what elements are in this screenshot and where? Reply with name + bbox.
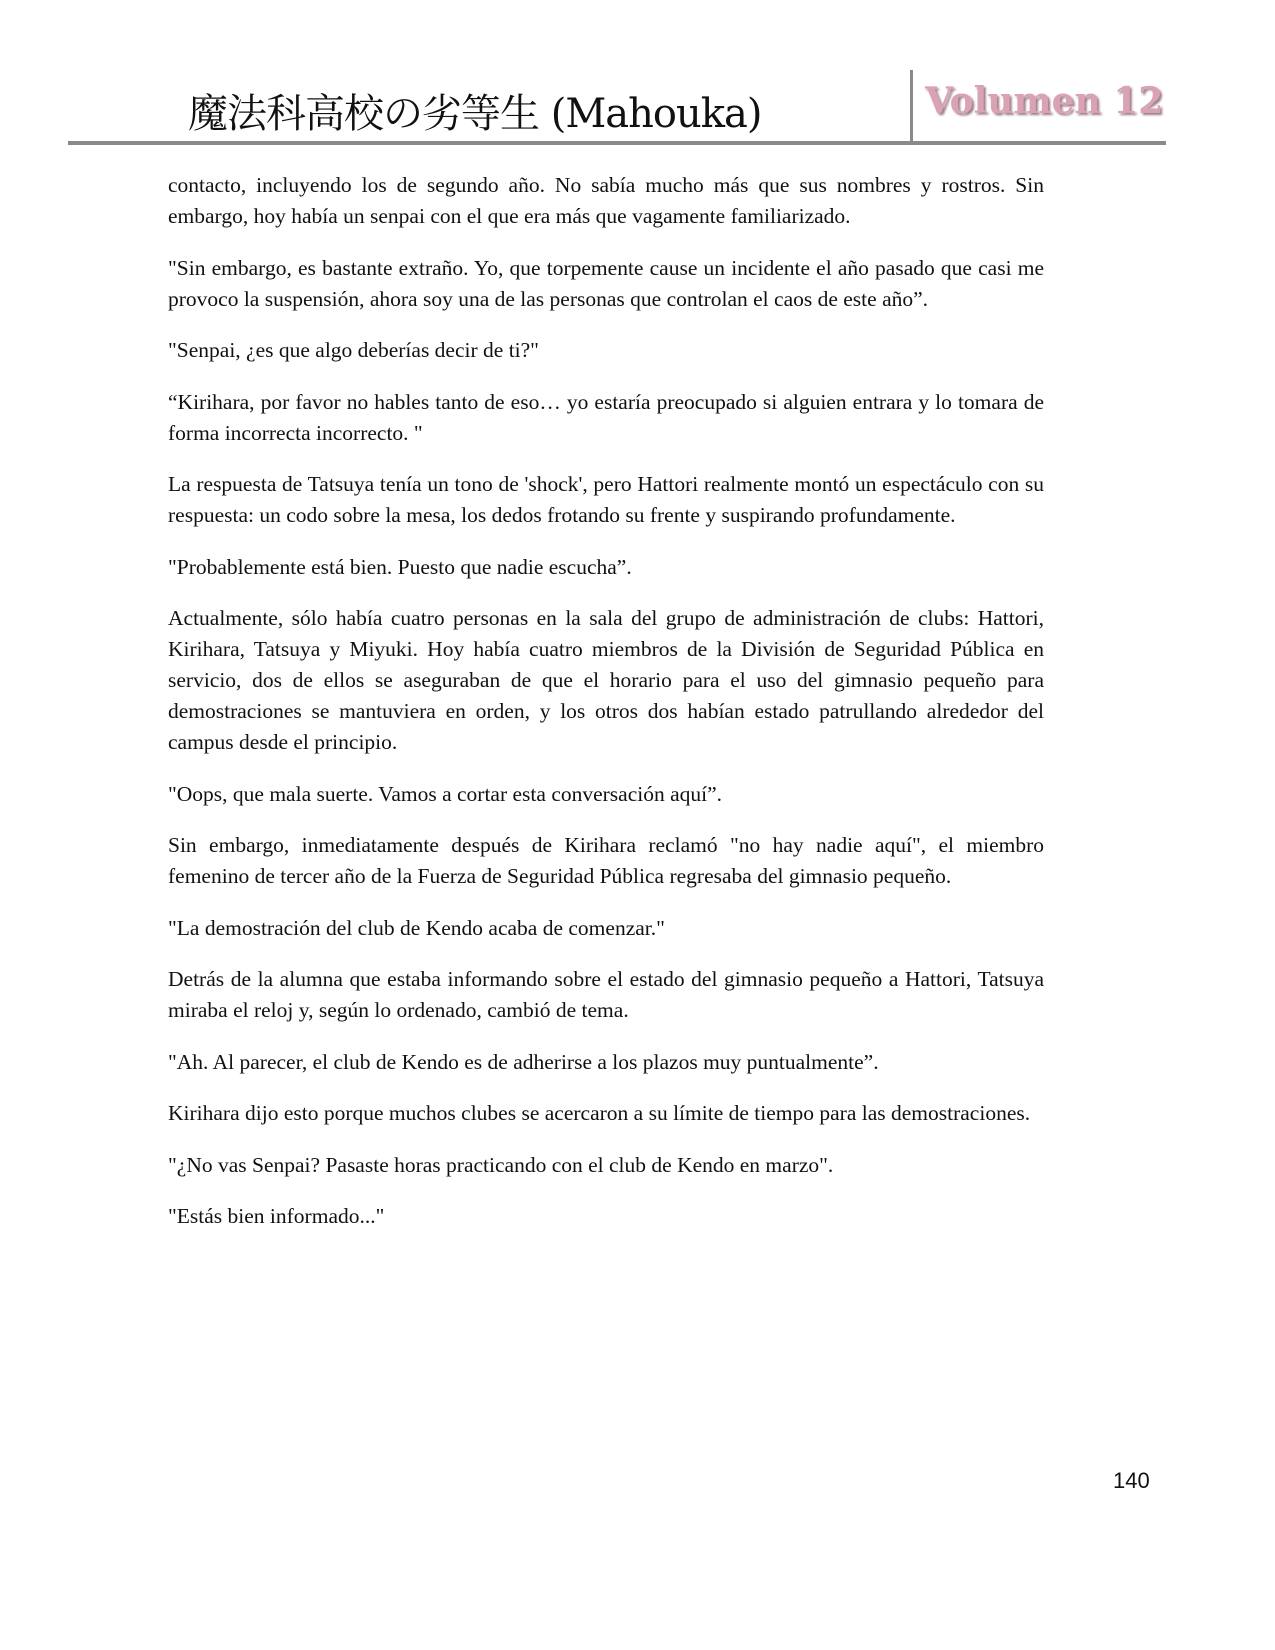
paragraph: Sin embargo, inmediatamente después de Kirihara reclamó "no hay nadie aquí", el miembro femenino de tercer año de la Fuerza de Seguridad Pública regresaba del gimnasio pequeño. — [168, 833, 1044, 888]
header-rule — [68, 141, 1166, 145]
paragraph: Actualmente, sólo había cuatro personas en la sala del grupo de administración de clubs: Hattori, Kirihara, Tatsuya y Miyuki. Hoy había cuatro miembros de la División de Seguridad Pública en servicio, dos de ellos se aseguraban de que el horario para el uso del gimnasio pequeño para demostraciones se mantuviera en orden, y los otros dos habían estado patrullando alrededor del campus desde el principio. — [168, 606, 1044, 754]
paragraph: "La demostración del club de Kendo acaba de comenzar." — [168, 915, 665, 940]
page-body — [168, 170, 1044, 1253]
header-divider — [910, 70, 913, 142]
paragraph: "Ah. Al parecer, el club de Kendo es de adherirse a los plazos muy puntualmente”. — [168, 1049, 879, 1074]
volume-label: Volumen 12 — [925, 80, 1164, 122]
paragraph: La respuesta de Tatsuya tenía un tono de 'shock', pero Hattori realmente montó un espectáculo con su respuesta: un codo sobre la mesa, los dedos frotando su frente y suspirando profundamente. — [168, 472, 1044, 527]
paragraph: "Sin embargo, es bastante extraño. Yo, que torpemente cause un incidente el año pasado que casi me provoco la suspensión, ahora soy una de las personas que controlan el caos de este año”. — [168, 255, 1044, 311]
paragraph: “Kirihara, por favor no hables tanto de eso… yo estaría preocupado si alguien entrara y lo tomara de forma incorrecta incorrecto. " — [168, 389, 1044, 445]
paragraph: "Probablemente está bien. Puesto que nadie escucha”. — [168, 554, 632, 579]
book-title: 魔法科高校の劣等生 (Mahouka) — [188, 91, 762, 137]
paragraph: Kirihara dijo esto porque muchos clubes se acercaron a su límite de tiempo para las demostraciones. — [168, 1101, 1031, 1125]
paragraph: Detrás de la alumna que estaba informando sobre el estado del gimnasio pequeño a Hattori, Tatsuya miraba el reloj y, según lo ordenado, cambió de tema. — [168, 967, 1044, 1022]
paragraph: "Senpai, ¿es que algo deberías decir de ti?" — [168, 338, 539, 362]
paragraph: "Estás bien informado..." — [168, 1204, 385, 1228]
paragraph: "¿No vas Senpai? Pasaste horas practicando con el club de Kendo en marzo". — [168, 1152, 834, 1177]
paragraph: contacto, incluyendo los de segundo año. No sabía mucho más que sus nombres y rostros. Sin embargo, hoy había un senpai con el que era más que vagamente familiarizado. — [168, 173, 1044, 228]
page-header — [70, 68, 1165, 146]
paragraph: "Oops, que mala suerte. Vamos a cortar esta conversación aquí”. — [168, 781, 723, 806]
page-number: 140 — [1113, 1468, 1150, 1493]
